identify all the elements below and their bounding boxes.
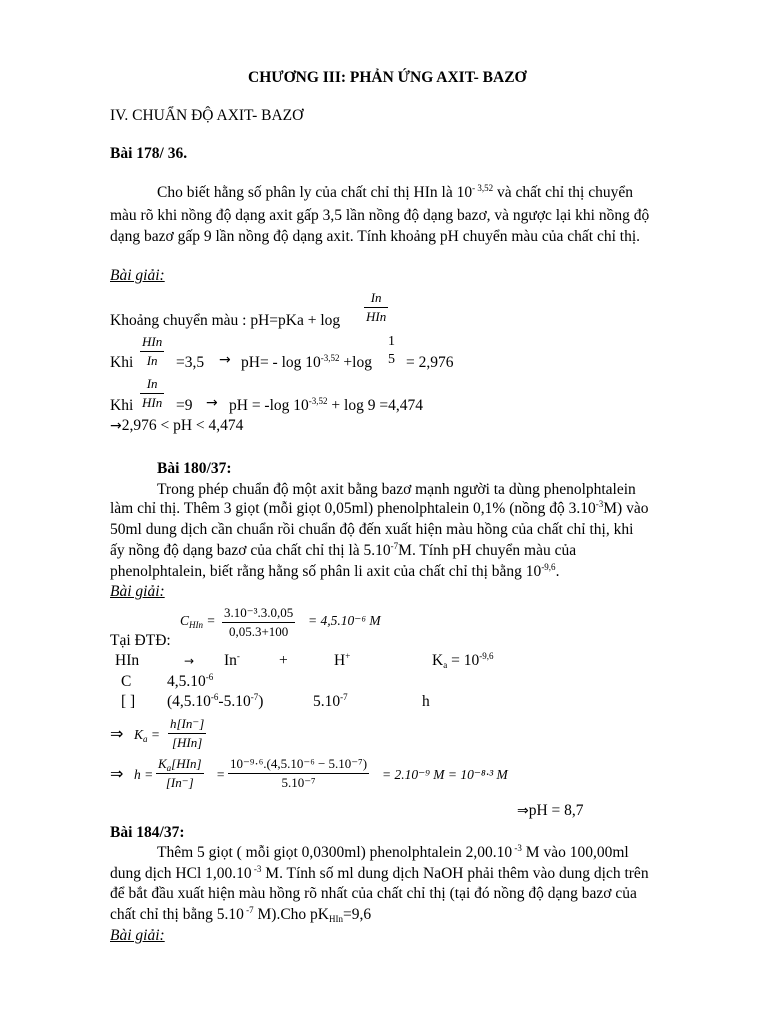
ph-calc-2: pH = -log $10^{-3,52} + \log 9 =4,474$	[229, 396, 423, 414]
ka-lhs: $K_a$ =	[134, 727, 161, 744]
problem-180-line-4: ấy nồng độ dạng bazơ của chất chỉ thị là $5.10^{-7}M$. Tính pH chuyển màu của	[110, 541, 577, 559]
row-bracket-hin: $(4,5.10^{-6}-5.10^{-7})$	[167, 692, 264, 710]
c-hin-result: = 4,5.10⁻⁶ M	[308, 613, 381, 628]
h-fraction-2: $\frac{\text{10⁻⁹·⁶.(4,5.10⁻⁶ − 5.10⁻⁷)}}{\text{5.10⁻⁷}}$	[230, 756, 368, 790]
arrow-icon: →	[110, 418, 122, 434]
arrow-icon: →	[219, 352, 231, 368]
problem-180-solution-label: Bài giải:	[110, 583, 165, 600]
reaction-plus: +	[279, 652, 288, 669]
row-bracket-label: [ ]	[121, 693, 136, 710]
khi-label-1: Khi	[110, 354, 134, 371]
khi-label-2: Khi	[110, 397, 134, 414]
problem-180-heading: Bài 180/37:	[157, 460, 232, 477]
equivalence-point-label: Tại ĐTĐ:	[110, 632, 171, 649]
row-c-label: C	[121, 673, 132, 690]
chapter-title: CHƯƠNG III: PHẢN ỨNG AXIT- BAZƠ	[248, 69, 527, 86]
problem-180-line-1: Trong phép chuẩn độ một axit bằng bazơ mạnh người ta dùng phenolphtalein	[157, 481, 636, 498]
ph-calc-1: $pH= - \log 10^{-3,52} +\log$	[241, 353, 372, 371]
row-c-value: $4,5.10^{-6}$	[167, 672, 214, 690]
problem-178-line-3: dạng bazơ gấp 9 lần nồng độ dạng axit. Tính khoảng pH chuyển màu của chất chỉ thị.	[110, 228, 641, 245]
problem-180-line-5: phenolphtalein, biết rằng hằng số phân li axit của chất chỉ thị bằng $10^{-9,6}$.	[110, 562, 560, 580]
problem-180-line-3: 50ml dung dịch cần chuẩn rồi chuẩn độ đến xuất hiện màu hồng của chất chỉ thị, khi	[110, 521, 634, 538]
ph-final-result: ⇒pH = 8,7	[517, 802, 584, 819]
fraction-one-fifth: 1 5	[388, 334, 395, 367]
problem-178-line-2: màu rõ khi nồng độ dạng axit gấp 3,5 lần nồng độ dạng bazơ, và ngược lại khi nồng độ	[110, 207, 650, 224]
problem-184-line-4: chất chỉ thị bằng 5.10 $^{-7}$ M).Cho $pK_{HIn}=9,6$	[110, 905, 372, 924]
fraction-in-over-hin: In HIn	[366, 290, 387, 324]
fraction-in-over-hin-2: In HIn	[142, 376, 163, 410]
problem-178-line-1: Cho biết hằng số phân ly của chất chỉ thị HIn là $10^{- 3,52}$ và chất chỉ thị chuyển	[157, 183, 633, 201]
row-bracket-in: $5.10^{-7}$	[313, 692, 348, 710]
ratio-3-5: =3,5	[176, 354, 205, 371]
color-range-formula: Khoảng chuyển màu : pH=pKa + log	[110, 312, 341, 329]
arrow-icon: →	[206, 395, 218, 411]
h-fraction-1: $K_a[HIn]$ [In⁻]	[158, 756, 202, 790]
problem-178-solution-label: Bài giải:	[110, 267, 165, 284]
ph-result-1: = 2,976	[406, 354, 454, 371]
implies-icon: ⇒	[110, 724, 124, 743]
problem-184-line-1: Thêm 5 giọt ( mỗi giọt 0,0300ml) phenolphtalein 2,00.10 $^{-3}$ M vào 100,00ml	[157, 843, 629, 861]
ratio-9: =9	[176, 397, 193, 414]
problem-178-heading: Bài 178/ 36.	[110, 145, 188, 162]
arrow-icon: →	[184, 654, 195, 668]
row-bracket-h: h	[422, 693, 430, 710]
h-lhs: h =	[134, 767, 154, 782]
section-heading: IV. CHUẨN ĐỘ AXIT- BAZƠ	[110, 107, 304, 124]
problem-184-line-2: dung dịch HCl 1,00.10 $^{-3}$ M. Tính số ml dung dịch NaOH phải thêm vào dung dịch trên	[110, 864, 649, 882]
h-result: = 2.10⁻⁹ M = 10⁻⁸·³ M	[382, 767, 508, 782]
problem-184-line-3: để bắt đầu xuất hiện màu hồng rõ nhất của chất chỉ thị (tại đó nồng độ dạng bazơ của	[110, 885, 637, 902]
equals-sign: =	[216, 767, 226, 782]
fraction-hin-over-in: HIn In	[142, 334, 163, 368]
ka-fraction: h[In⁻] [HIn]	[170, 716, 205, 750]
implies-icon: ⇒	[517, 803, 529, 819]
reaction-hin: HIn	[115, 652, 140, 669]
problem-184-heading: Bài 184/37:	[110, 824, 185, 841]
c-hin-fraction: $\frac{\text{3.10⁻³.3.0,05}}{0,05.3+100}$	[224, 605, 294, 639]
reaction-ka: $K_a = 10^{-9,6}$	[432, 651, 494, 670]
ph-range-conclusion: →2,976 < pH < 4,474	[110, 417, 244, 434]
implies-icon: ⇒	[110, 764, 124, 783]
problem-180-line-2: làm chỉ thị. Thêm 3 giọt (mỗi giọt 0,05ml) phenolphtalein 0,1% (nồng độ $3.10^{-3}M$) vào	[110, 499, 649, 517]
reaction-h: H+	[334, 651, 351, 669]
c-hin-formula: $C_{HIn}$ =	[180, 613, 216, 630]
problem-184-solution-label: Bài giải:	[110, 927, 165, 944]
reaction-in: In-	[224, 651, 240, 669]
